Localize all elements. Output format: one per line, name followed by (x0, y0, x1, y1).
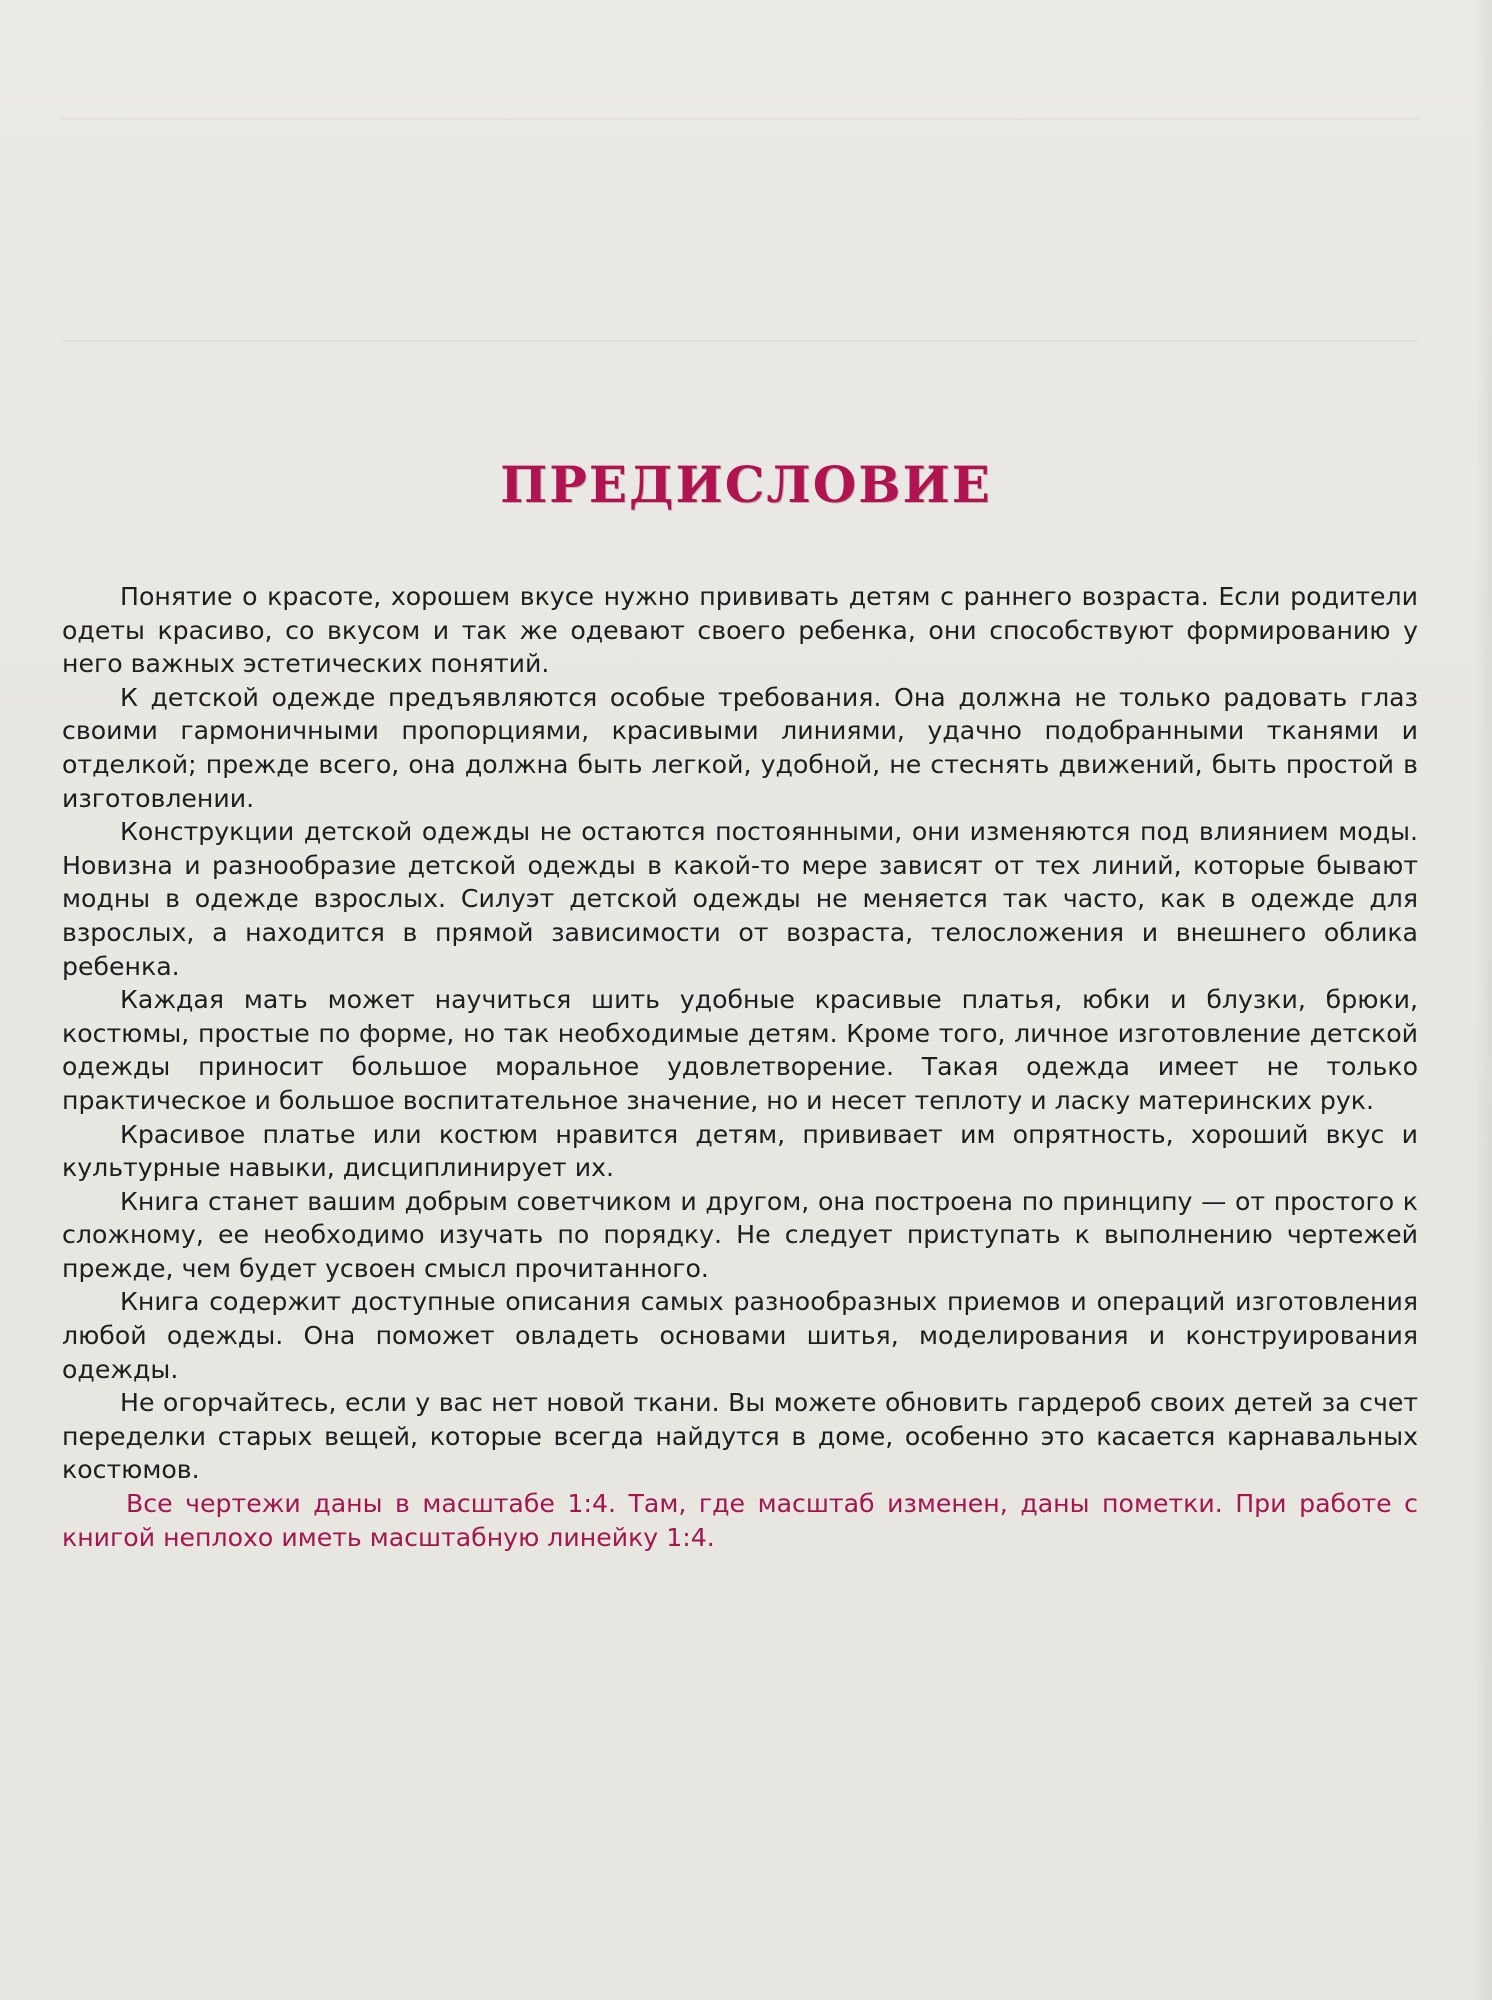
bleed-through-rule (60, 340, 1420, 342)
scale-note: Все чертежи даны в масштабе 1:4. Там, где масштаб изменен, даны пометки. При работе с книгой неплохо иметь масштабную линейку 1:4. (62, 1489, 1418, 1552)
paragraph: Книга станет вашим добрым советчиком и другом, она построена по принципу — от простого к сложному, ее необходимо изучать по порядку. Не следует приступать к выполнению чертежей прежде, чем будет усвоен смысл прочитанного. (62, 1186, 1418, 1283)
page-edge-shadow (1474, 0, 1492, 2000)
paragraph: Конструкции детской одежды не остаются постоянными, они изменяются под влиянием моды. Новизна и разнообразие детской одежды в какой-то мере зависят от тех линий, которые бывают модны в одежде взрослых. Силуэт детской одежды не меняется так часто, как в одежде для взрослых, а находится в прямой зависимости от возраста, телосложения и внешнего облика ребенка. (62, 817, 1418, 981)
paragraph: Не огорчайтесь, если у вас нет новой ткани. Вы можете обновить гардероб своих детей за счет переделки старых вещей, которые всегда найдутся в доме, особенно это касается карнавальных костюмов. (62, 1388, 1418, 1485)
page-title: ПРЕДИСЛОВИЕ (500, 455, 992, 514)
bleed-through-rule (60, 118, 1420, 120)
preface-body (62, 580, 1418, 1554)
paragraph: К детской одежде предъявляются особые требования. Она должна не только радовать глаз своими гармоничными пропорциями, красивыми линиями, удачно подобранными тканями и отделкой; прежде всего, она должна быть легкой, удобной, не стеснять движений, быть простой в изготовлении. (62, 682, 1418, 813)
paragraph: Книга содержит доступные описания самых разнообразных приемов и операций изготовления любой одежды. Она поможет овладеть основами шитья, моделирования и конструирования одежды. (62, 1287, 1418, 1384)
paragraph: Каждая мать может научиться шить удобные красивые платья, юбки и блузки, брюки, костюмы, простые по форме, но так необходимые детям. Кроме того, личное изготовление детской одежды приносит большое моральное удовлетворение. Такая одежда имеет не только практическое и большое воспитательное значение, но и несет теплоту и ласку материнских рук. (62, 985, 1418, 1115)
paragraph: Красивое платье или костюм нравится детям, прививает им опрятность, хороший вкус и культурные навыки, дисциплинирует их. (62, 1119, 1418, 1183)
paragraph: Понятие о красоте, хорошем вкусе нужно прививать детям с раннего возраста. Если родители одеты красиво, со вкусом и так же одевают своего ребенка, они способствуют формированию у него важных эстетических понятий. (62, 582, 1418, 679)
